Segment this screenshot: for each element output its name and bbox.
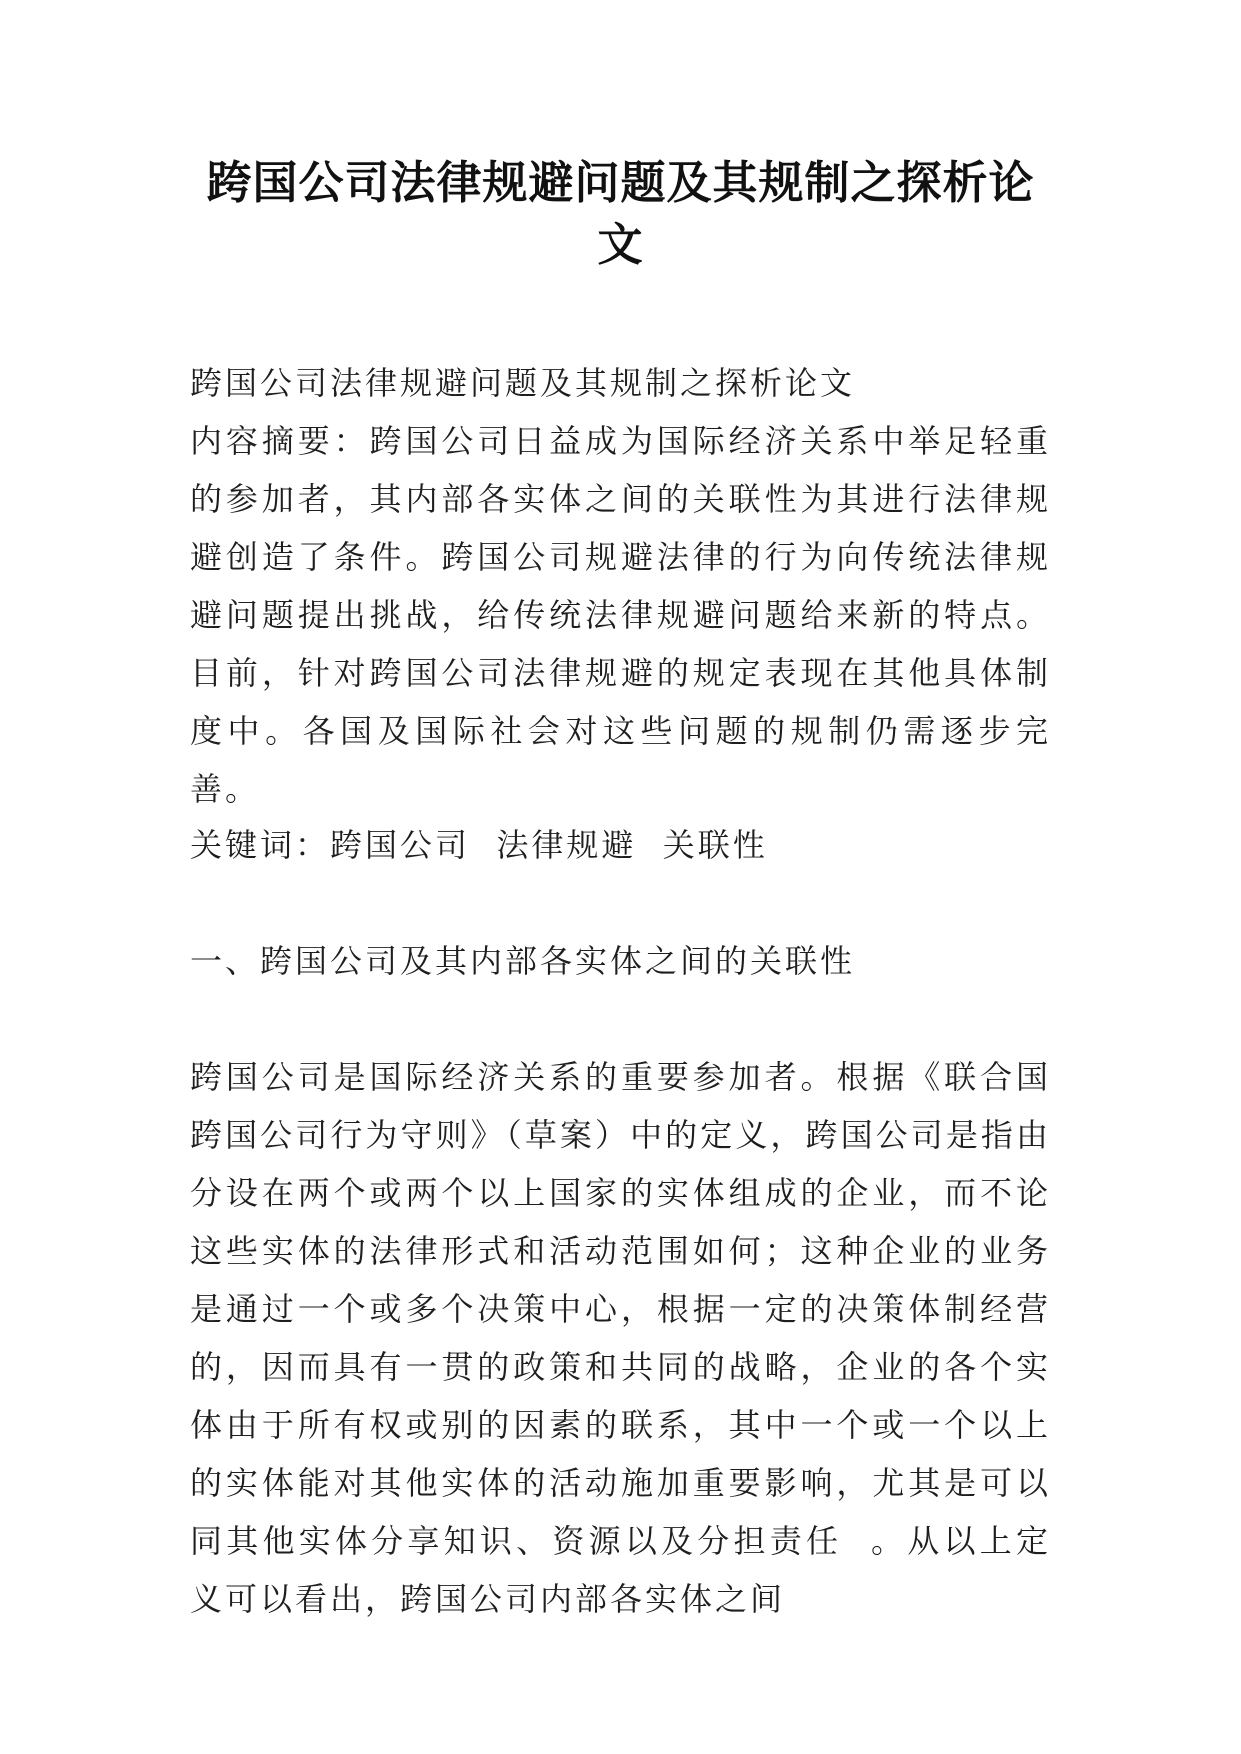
document-title: 跨国公司法律规避问题及其规制之探析论文	[206, 156, 1035, 271]
keywords-line: 关键词：跨国公司 法律规避 关联性	[190, 826, 768, 864]
section-heading: 一、跨国公司及其内部各实体之间的关联性	[190, 942, 856, 980]
abstract-paragraph: 内容摘要：跨国公司日益成为国际经济关系中举足轻重的参加者，其内部各实体之间的关联性为其进行法律规避创造了条件。跨国公司规避法律的行为向传统法律规避问题提出挑战，给传统法律规避问题给来新的特点。目前，针对跨国公司法律规避的规定表现在其他具体制度中。各国及国际社会对这些问题的规制仍需逐步完善。	[190, 422, 1051, 808]
document-subtitle: 跨国公司法律规避问题及其规制之探析论文	[190, 364, 856, 402]
body-paragraph: 跨国公司是国际经济关系的重要参加者。根据《联合国跨国公司行为守则》（草案）中的定义，跨国公司是指由分设在两个或两个以上国家的实体组成的企业，而不论这些实体的法律形式和活动范围如何；这种企业的业务是通过一个或多个决策中心，根据一定的决策体制经营的，因而具有一贯的政策和共同的战略，企业的各个实体由于所有权或别的因素的联系，其中一个或一个以上的实体能对其他实体的活动施加重要影响，尤其是可以同其他实体分享知识、资源以及分担责任 。从以上定义可以看出，跨国公司内部各实体之间	[190, 1058, 1051, 1618]
